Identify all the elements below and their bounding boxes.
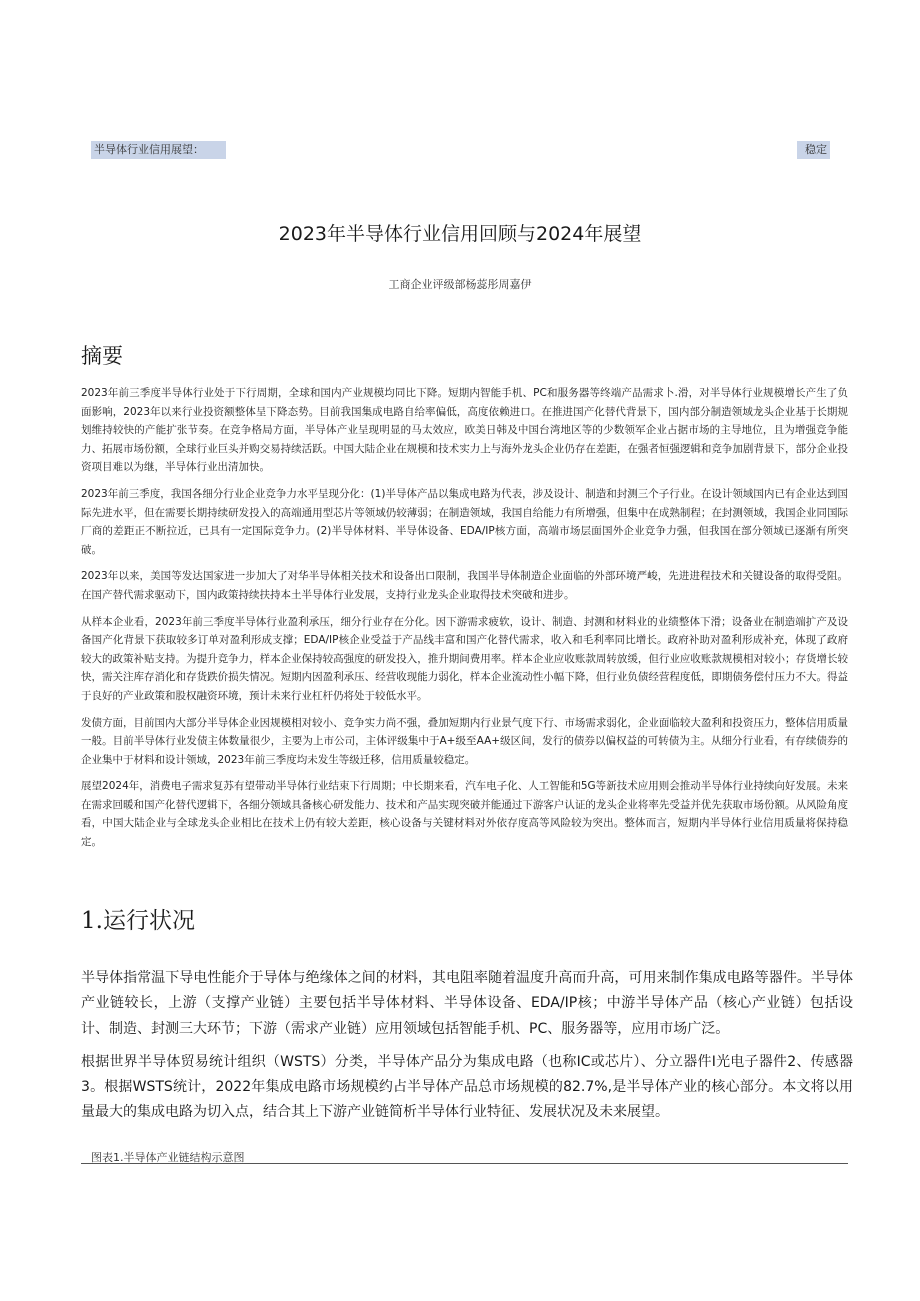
- body-paragraph: 半导体指常温下导电性能介于导体与绝缘体之间的材料，其电阻率随着温度升高而升高，可用来制作集成电路等器件。半导体产业链较长，上游（支撑产业链）主要包括半导体材料、半导体设备、EDA/IP核；中游半导体产品（核心产业链）包括设计、制造、封测三大环节；下游（需求产业链）应用领域包括智能手机、PC、服务器等，应用市场广泛。: [81, 970, 853, 1037]
- credit-outlook-bar: [91, 141, 830, 159]
- abstract-body: [81, 384, 848, 860]
- figure-divider: [81, 1163, 848, 1164]
- abstract-paragraph: 2023年以来，美国等发达国家进一步加大了对华半导体相关技术和设备出口限制，我国半导体制造企业面临的外部环境严峻，先进进程技术和关键设备的取得受阻。在国产替代需求驱动下，国内政策持续扶持本土半导体行业发展，支持行业龙头企业取得技术突破和进步。: [81, 570, 848, 601]
- abstract-paragraph: 从样本企业看，2023年前三季度半导体行业盈利承压，细分行业存在分化。因下游需求疲软，设计、制造、封测和材料业的业绩整体下滑；设备业在制造端扩产及设备国产化背景下获取较多订单对盈利形成支撑；EDA/IP核企业受益于产品线丰富和国产化替代需求，收入和毛利率同比增长。政府补助对盈利形成补充，体现了政府较大的政策补贴支持。为提升竞争力，样本企业保持较高强度的研发投入，推升期间费用率。样本企业应收账款周转放缓，但行业应收账款规模相对较小；存货增长较快，需关注库存消化和存货跌价损失情况。短期内因盈利承压、经营收现能力弱化，样本企业流动性小幅下降，但行业负债经营程度低，即期债务偿付压力不大。得益于良好的产业政策和股权融资环境，预计未来行业杠杆仍将处于较低水平。: [81, 615, 848, 702]
- abstract-paragraph: 展望2024年，消费电子需求复苏有望带动半导体行业结束下行周期；中长期来看，汽车电子化、人工智能和5G等新技术应用则会推动半导体行业持续向好发展。未来在需求回暖和国产化替代逻辑下，各细分领域具备核心研发能力、技术和产品实现突破并能通过下游客户认证的龙头企业将率先受益并优先获取市场份额。从风险角度看，中国大陆企业与全球龙头企业相比在技术上仍有较大差距，核心设备与关键材料对外依存度高等风险较为突出。整体而言，短期内半导体行业信用质量将保持稳定。: [81, 780, 848, 849]
- figure-caption: 图表1.半导体产业链结构示意图: [91, 1151, 245, 1164]
- section-body: [81, 966, 853, 1134]
- outlook-label: 半导体行业信用展望：: [91, 141, 226, 159]
- abstract-paragraph: 2023年前三季度，我国各细分行业企业竞争力水平呈现分化：(1)半导体产品以集成电路为代表，涉及设计、制造和封测三个子行业。在设计领域国内已有企业达到国际先进水平，但在需要长期持续研发投入的高端通用型芯片等领域仍较薄弱；在制造领域，我国自给能力有所增强，但集中在成熟制程；在封测领域，我国企业同国际厂商的差距正不断拉近，已具有一定国际竞争力。(2)半导体材料、半导体设备、EDA/IP核方面，高端市场层面国外企业竞争力强，但我国在部分领域已逐渐有所突破。: [81, 487, 848, 556]
- document-title: 2023年半导体行业信用回顾与2024年展望: [278, 223, 642, 245]
- abstract-heading: 摘要: [81, 344, 123, 368]
- document-authors: 工商企业评级部杨蕊彤周嘉伊: [388, 278, 532, 291]
- section-heading-operation: 1.运行状况: [81, 908, 195, 934]
- abstract-paragraph: 2023年前三季度半导体行业处于下行周期，全球和国内产业规模均同比下降。短期内智能手机、PC和服务器等终端产品需求卜.滑，对半导体行业规模增长产生了负面影响，2023年以来行业投资额整体呈下降态势。目前我国集成电路自给率偏低，高度依赖进口。在推进国产化替代背景下，国内部分制造领域龙头企业基于长期规划维持较快的产能扩张节奏。在竞争格局方面，半导体产业呈现明显的马太效应，欧美日韩及中国台湾地区等的少数领军企业占据市场的主导地位，且为增强竞争能力、拓展市场份额，全球行业巨头并购交易持续活跃。中国大陆企业在规模和技术实力上与海外龙头企业仍存在差距，在强者恒强逻辑和竞争加剧背景下，部分企业投资项目难以为继，半导体行业出清加快。: [81, 387, 848, 474]
- body-paragraph: 根据世界半导体贸易统计组织（WSTS）分类，半导体产品分为集成电路（也称IC或芯片）、分立器件I光电子器件2、传感器3。根据WSTS统计，2022年集成电路市场规模约占半导体产品总市场规模的82.7%,是半导体产业的核心部分。本文将以用量最大的集成电路为切入点，结合其上下游产业链简析半导体行业特征、发展状况及未来展望。: [81, 1053, 853, 1121]
- abstract-paragraph: 发债方面，目前国内大部分半导体企业因规模相对较小、竞争实力尚不强，叠加短期内行业景气度下行、市场需求弱化，企业面临较大盈利和投资压力，整体信用质量一般。目前半导体行业发债主体数量很少，主要为上市公司，主体评级集中于A+级至AA+级区间，发行的债券以偏权益的可转债为主。从细分行业看，有存续债券的企业集中于材料和设计领域，2023年前三季度均未发生等级迁移，信用质量较稳定。: [81, 716, 848, 766]
- outlook-value: 稳定: [797, 141, 830, 159]
